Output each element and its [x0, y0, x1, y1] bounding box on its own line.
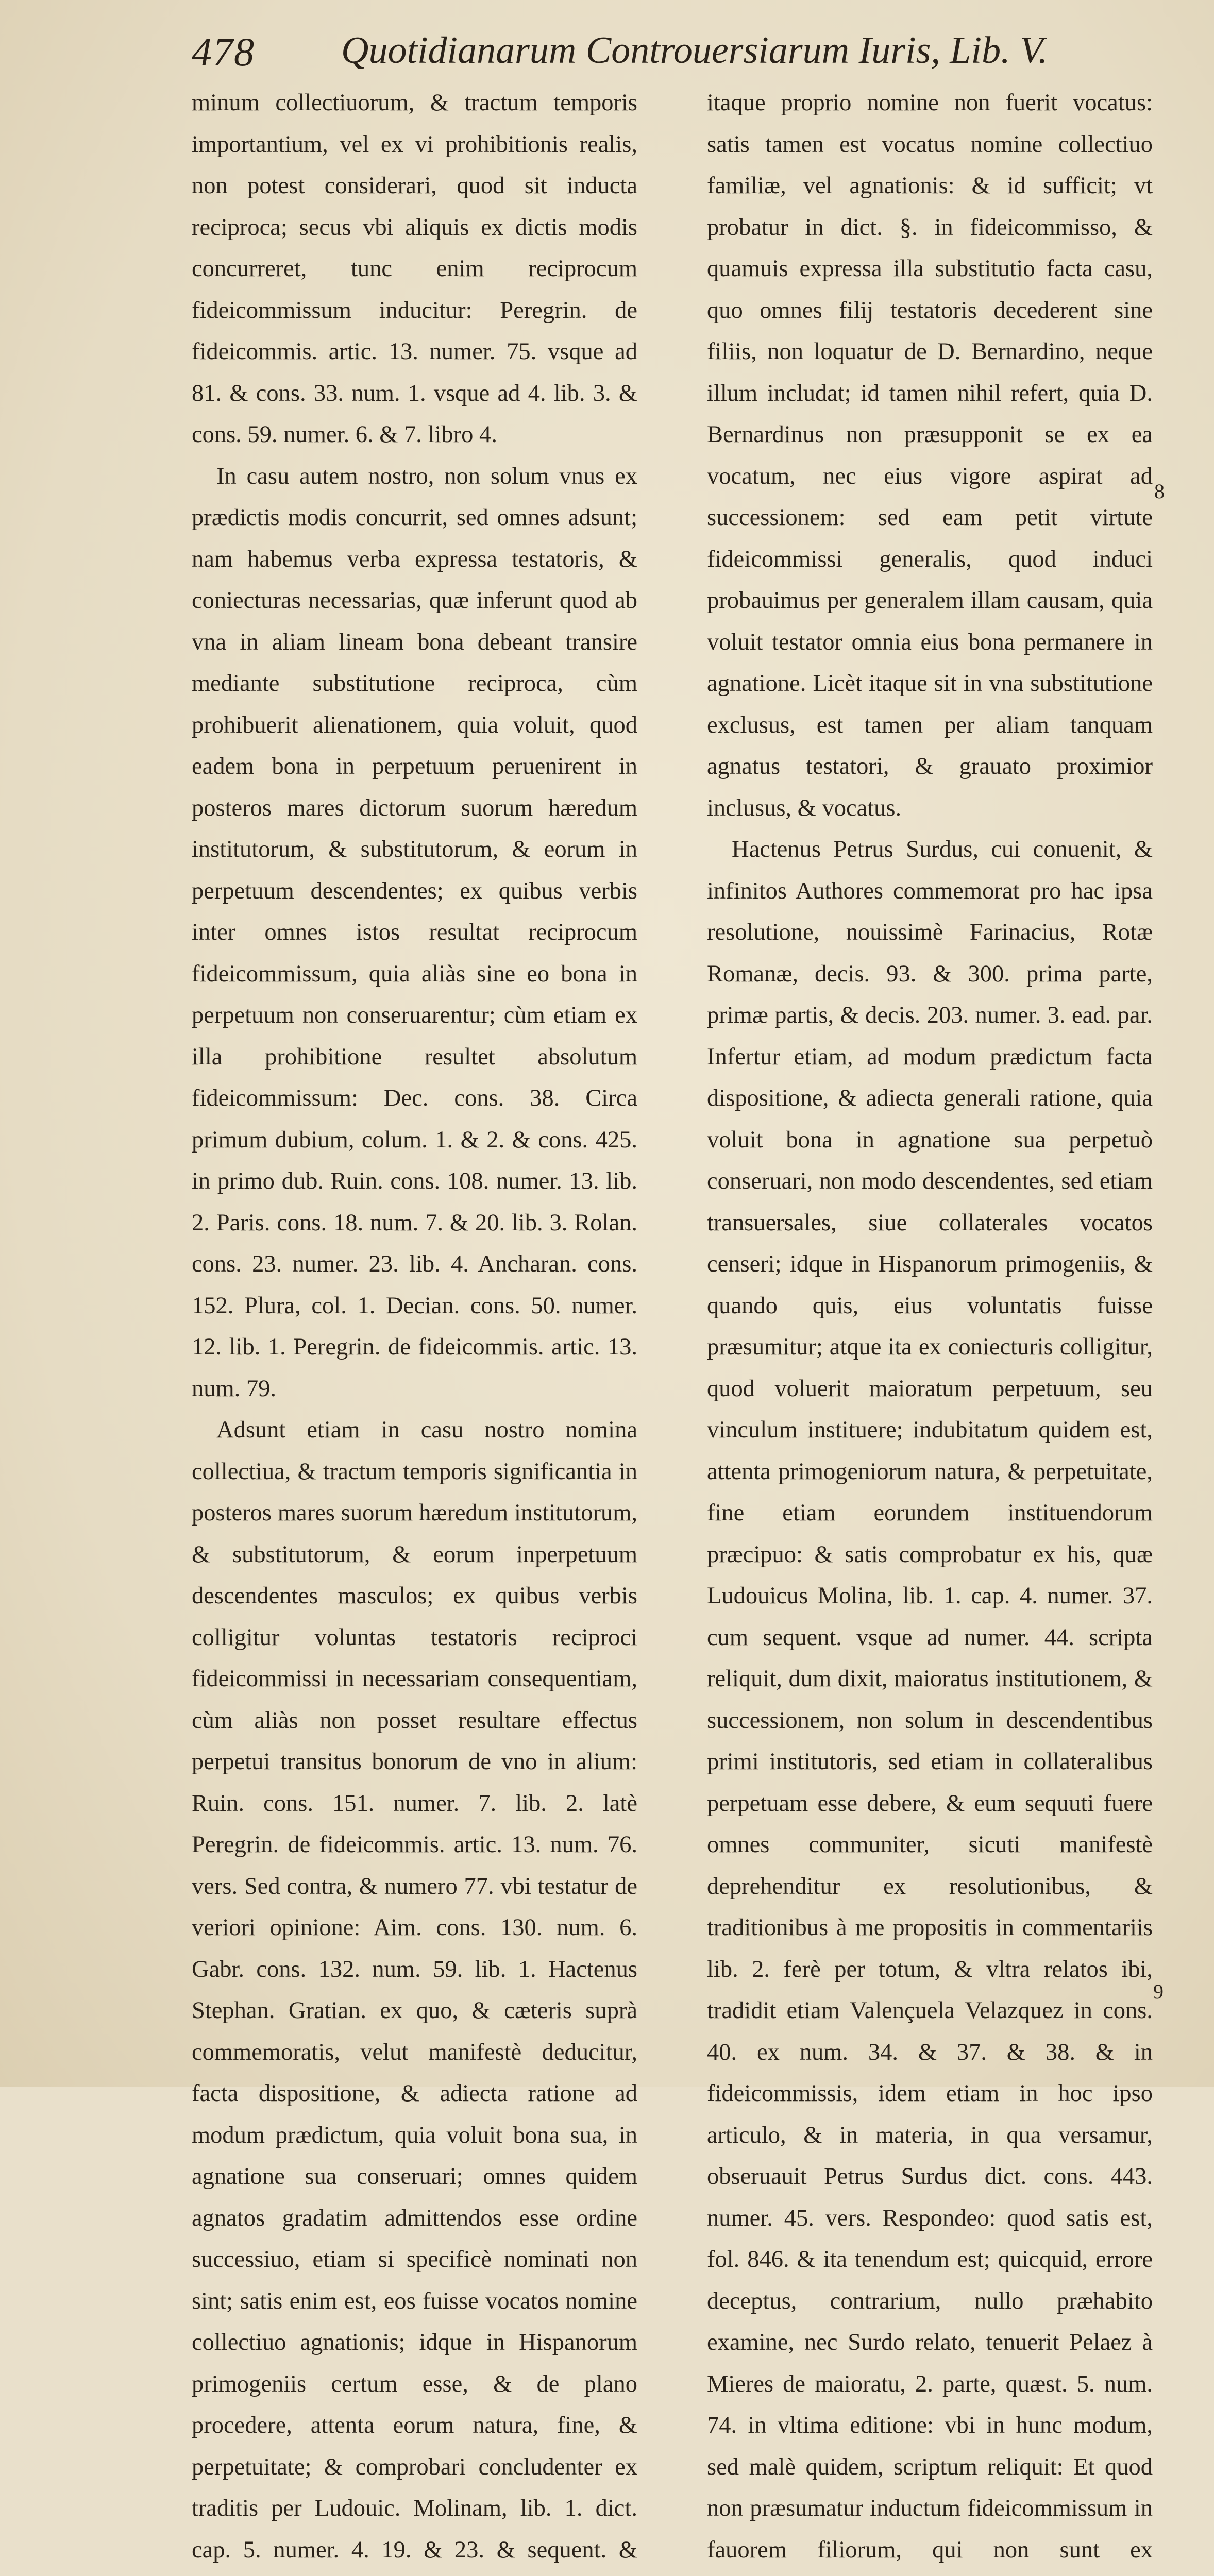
paragraph: Hactenus Petrus Surdus, cui conuenit, & infinitos Authores commemorat pro hac ipsa resolutione, nouissimè Farinacius, Rotæ Romanæ, decis. 93. & 300. prima parte, primæ partis, & decis. 203. numer. 3. ead. par. Infertur etiam, ad modum prædictum facta dispositione, & adiecta generali ratione, quia voluit bona in agnatione sua perpetuò conseruari, non modo descendentes, sed etiam transuersales, siue collaterales vocatos censeri; idque in Hispanorum primogeniis, & quando quis, eius voluntatis fuisse præsumitur; atque ita ex coniecturis colligitur, quod voluerit maioratum perpetuum, seu vinculum instituere; indubitatum quidem est, attenta primogeniorum natura, & perpetuitate, fine etiam eorundem instituendorum præcipuo: & satis comprobatur ex his, quæ Ludouicus Molina, lib. 1. cap. 4. numer. 37. cum sequent. vsque ad numer. 44. scripta reliquit, dum dixit, maioratus institutionem, & successionem, non solum in descendentibus primi institutoris, sed etiam in collateralibus perpetuam esse debere, & eum sequuti fuere omnes communiter, sicuti manifestè deprehenditur ex resolutionibus, & traditionibus à me propositis in commentariis lib. 2. ferè per totum, & vltra relatos ibi, tradidit etiam Valençuela Velazquez in cons. 40. ex num. 34. & 37. & 38. & in fideicommissis, idem etiam in hoc ipso articulo, & in materia, in qua versamur, obseruauit Petrus Surdus dict. cons. 443. numer. 45. vers. Respondeo: quod satis est, fol. 846. & ita tenendum est; quicquid, errore deceptus, contrarium, nullo præhabito examine, nec Surdo relato, tenuerit Pelaez à Mieres de maioratu, 2. parte, quæst. 5. num. 74. in vltima editione: vbi in hunc modum, sed malè quidem, scriptum reliquit: Et quod non præsumatur inductum fideicommissum in fauorem filiorum, qui non sunt ex	[707, 836, 1153, 2563]
paragraph: Adsunt etiam in casu nostro nomina collectiua, & tractum temporis significantia in posteros mares suorum hæredum institutorum, & substitutorum, & eorum inperpetuum descendentes masculos; ex quibus verbis colligitur voluntas testatoris reciproci fideicommissi in necessariam consequentiam, cùm aliàs non posset resultare effectus perpetui transitus bonorum de vno in alium: Ruin. cons. 151. numer. 7. lib. 2. latè Peregrin. de fideicommis. artic. 13. num. 76. vers. Sed contra, & numero 77. vbi testatur de veriori opinione: Aim. cons. 130. num. 6. Gabr. cons. 132. num. 59. lib. 1. Hactenus Stephan. Gratian. ex quo, & cæteris suprà commemoratis, velut manifestè deducitur, facta dispositione, & adiecta ratione ad modum prædictum, quia voluit bona sua, in agnatione sua conseruari; omnes quidem agnatos gradatim admittendos esse ordine successiuo, etiam si specificè nominati non sint; satis enim est, eos fuisse vocatos nomine collectiuo agnationis; idque in Hispanorum primogeniis certum esse, & de plano procedere, attenta eorum natura, fine, & perpetuitate; & comprobari concludenter ex traditis per Ludouic. Molinam, lib. 1. dict. cap. 5. numer. 4. 19. & 23. & sequent. &	[192, 1417, 637, 2563]
page-header	[192, 25, 1171, 87]
left-column	[192, 82, 637, 2576]
page-number: 478	[192, 29, 255, 74]
margin-note: 8	[1154, 480, 1165, 503]
paragraph: In casu autem nostro, non solum vnus ex prædictis modis concurrit, sed omnes adsunt; nam habemus verba expressa testatoris, & coniecturas necessarias, quæ inferunt quod ab vna in aliam lineam bona debeant transire mediante substitutione reciproca, cùm prohibuerit alienationem, quia voluit, quod eadem bona in perpetuum peruenirent in posteros mares dictorum suorum hæredum institutorum, & substitutorum, & eorum in perpetuum descendentes; ex quibus verbis inter omnes istos resultat reciprocum fideicommissum, quia aliàs sine eo bona in perpetuum non conseruarentur; cùm etiam ex illa prohibitione resultet absolutum fideicommissum: Dec. cons. 38. Circa primum dubium, colum. 1. & 2. & cons. 425. in primo dub. Ruin. cons. 108. numer. 13. lib. 2. Paris. cons. 18. num. 7. & 20. lib. 3. Rolan. cons. 23. numer. 23. lib. 4. Ancharan. cons. 152. Plura, col. 1. Decian. cons. 50. numer. 12. lib. 1. Peregrin. de fideicommis. artic. 13. num. 79.	[192, 463, 637, 1402]
margin-note: 9	[1153, 1980, 1164, 2003]
right-column	[707, 82, 1153, 2576]
paragraph: itaque proprio nomine non fuerit vocatus: satis tamen est vocatus nomine collectiuo familiæ, vel agnationis: & id sufficit; vt probatur in dict. §. in fideicommisso, & quamuis expressa illa substitutio facta casu, quo omnes filij testatoris decederent sine filiis, non loquatur de D. Bernardino, neque illum includat; id tamen nihil refert, quia D. Bernardinus non præsupponit se ex ea vocatum, nec eius vigore aspirat ad successionem: sed eam petit virtute fideicommissi generalis, quod induci probauimus per generalem illam causam, quia voluit testator omnia eius bona permanere in agnatione. Licèt itaque sit in vna substitutione exclusus, est tamen per aliam tanquam agnatus testatori, & grauato proximior inclusus, & vocatus.	[707, 90, 1153, 821]
running-title: Quotidianarum Controuersiarum Iuris, Lib. V.	[341, 29, 1048, 72]
paragraph: minum collectiuorum, & tractum temporis importantium, vel ex vi prohibitionis realis, non potest considerari, quod sit inducta reciproca; secus vbi aliquis ex dictis modis concurreret, tunc enim reciprocum fideicommissum inducitur: Peregrin. de fideicommis. artic. 13. numer. 75. vsque ad 81. & cons. 33. num. 1. vsque ad 4. lib. 3. & cons. 59. numer. 6. & 7. libro 4.	[192, 90, 637, 448]
